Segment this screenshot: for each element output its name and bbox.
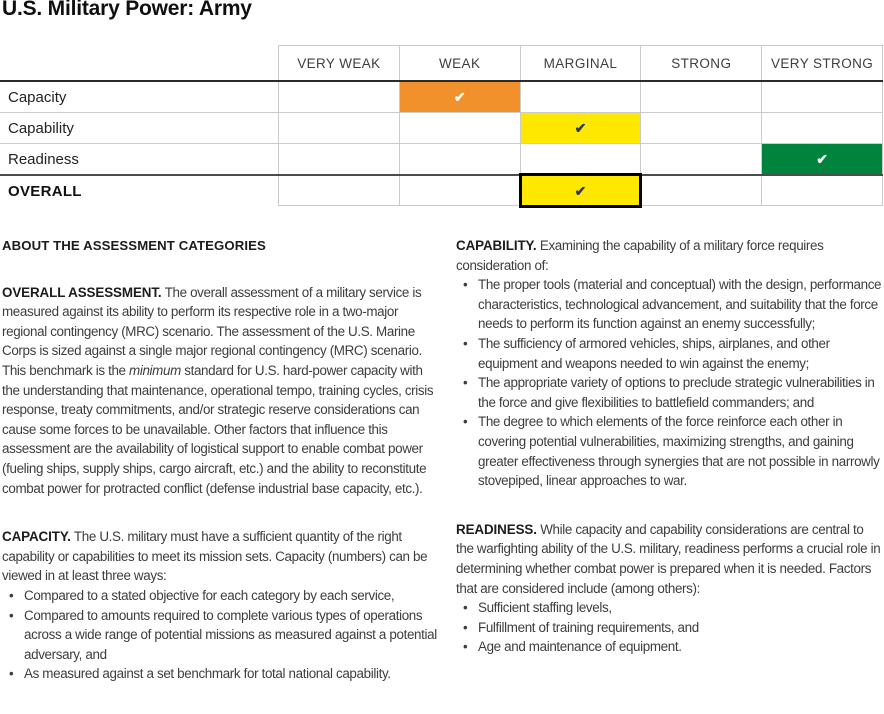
bullet-item <box>456 412 884 490</box>
column-header-weak: WEAK <box>399 45 520 80</box>
bullet-text: The degree to which elements of the force reinforce each other in covering potential vulnerabilities, maximizing strengths, and gaining greater effectiveness through synergies that are not possible in narrowly stovepiped, linear approaches to war. <box>478 414 880 489</box>
bullet-item <box>456 598 884 618</box>
overall-assessment-text-2: standard for U.S. hard-power capacity with the understanding that maintenance, operational tempo, training cycles, crisis response, treaty commitments, and/or strategic reserve considerations can cause some forces to be unavailable. Other factors that influence this assessment are the availability of logistical support to enable combat power (fueling ships, supply ships, cargo aircraft, etc.) and the ability to reconstitute combat power for protracted conflict (defense industrial base capacity, etc.). <box>2 362 434 496</box>
bullet-text: Age and maintenance of equipment. <box>478 639 682 655</box>
section-lead-overall-assessment: OVERALL ASSESSMENT. <box>2 284 162 300</box>
cell-capacity-very-strong <box>761 82 883 112</box>
rating-fill-readiness <box>762 144 882 174</box>
bullet-dot: • <box>9 607 14 623</box>
bullet-item <box>456 637 884 657</box>
cell-capacity-marginal <box>520 82 641 112</box>
section-lead-capacity: CAPACITY. <box>2 529 71 545</box>
bullet-item <box>456 275 884 334</box>
bullet-dot: • <box>463 600 468 616</box>
column-header-strong: STRONG <box>640 45 761 80</box>
cell-overall-weak <box>399 176 520 206</box>
cell-capability-marginal <box>520 113 641 143</box>
bullet-dot: • <box>463 375 468 391</box>
rating-fill-capacity <box>400 82 520 112</box>
table-body <box>0 82 883 206</box>
cell-capability-very-weak <box>278 113 399 143</box>
cell-capability-strong <box>640 113 761 143</box>
cell-readiness-weak <box>399 144 520 174</box>
row-label-overall: OVERALL <box>8 182 82 200</box>
bullet-text: Compared to a stated objective for each category by each service, <box>24 587 395 603</box>
bullet-item <box>456 373 884 412</box>
section-lead-capability: CAPABILITY. <box>456 238 537 253</box>
capacity-paragraph <box>2 527 442 586</box>
cell-capability-weak <box>399 113 520 143</box>
row-label-capability: Capability <box>8 119 74 137</box>
bullet-text: The sufficiency of armored vehicles, ships, airplanes, and other equipment and weapons needed to win against the enemy; <box>478 335 830 371</box>
page-title: U.S. Military Power: Army <box>2 0 252 20</box>
bullet-item <box>456 618 884 638</box>
bullet-dot: • <box>463 414 468 430</box>
bullet-item <box>2 664 442 684</box>
table-row-overall <box>0 176 883 206</box>
check-icon: ✔ <box>816 151 828 167</box>
capability-bullets <box>456 275 884 491</box>
check-icon: ✔ <box>574 120 587 136</box>
column-header-very-strong: VERY STRONG <box>761 45 883 80</box>
bullet-text: The appropriate variety of options to preclude strategic vulnerabilities in the force and give flexibilities to battlefield commanders; and <box>478 375 875 410</box>
cell-overall-very-strong <box>761 176 883 206</box>
cell-overall-very-weak <box>278 176 399 206</box>
capability-text: Examining the capability of a military force requires consideration of: <box>456 238 824 273</box>
row-label-readiness: Readiness <box>8 150 79 168</box>
check-icon: ✔ <box>453 89 466 105</box>
readiness-bullets <box>456 598 884 657</box>
readiness-text: While capacity and capability considerations are central to the warfighting ability of the U.S. military, readiness performs a crucial role in determining whether combat power is prepared when it is needed. Factors that are considered include (among others): <box>456 521 881 596</box>
capacity-text: The U.S. military must have a sufficient quantity of the right capability or capabilities to meet its mission sets. Capacity (numbers) can be viewed in at least three ways: <box>2 529 428 584</box>
bullet-text: The proper tools (material and conceptual) with the design, performance characteristics, technological advancement, and suitability that the force needs to perform its function against an enemy successfully; <box>478 277 882 332</box>
column-header-marginal: MARGINAL <box>520 45 641 80</box>
text-column-left <box>2 236 442 684</box>
cell-readiness-marginal <box>520 144 641 174</box>
bullet-text: As measured against a set benchmark for total national capability. <box>24 666 391 682</box>
column-header-very-weak: VERY WEAK <box>278 45 399 80</box>
cell-readiness-strong <box>640 144 761 174</box>
table-header-spacer <box>0 45 278 80</box>
bullet-dot: • <box>463 277 468 293</box>
bullet-text: Fulfillment of training requirements, and <box>478 619 699 635</box>
table-header-row <box>0 45 883 82</box>
section-lead-readiness: READINESS. <box>456 521 537 537</box>
cell-overall-marginal <box>520 176 641 206</box>
text-column-right <box>456 236 884 657</box>
about-heading: ABOUT THE ASSESSMENT CATEGORIES <box>2 238 266 253</box>
bullet-item <box>2 606 442 665</box>
capacity-bullets <box>2 586 442 684</box>
cell-capacity-weak <box>399 82 520 112</box>
check-icon: ✔ <box>574 182 587 199</box>
overall-assessment-italic: minimum <box>129 362 181 378</box>
bullet-text: Sufficient staffing levels, <box>478 600 612 616</box>
bullet-item <box>456 334 884 373</box>
cell-capacity-strong <box>640 82 761 112</box>
table-row-capacity <box>0 82 883 113</box>
bullet-dot: • <box>9 587 14 603</box>
assessment-table <box>0 45 883 206</box>
capability-paragraph <box>456 236 884 275</box>
bullet-dot: • <box>463 335 468 351</box>
rating-fill-capability <box>521 113 641 143</box>
bullet-dot: • <box>9 666 14 682</box>
overall-assessment-paragraph <box>2 283 442 499</box>
bullet-text: Compared to amounts required to complete various types of operations across a wide range of potential missions as measured against a potential adversary, and <box>24 607 437 662</box>
cell-readiness-very-strong <box>761 144 883 174</box>
readiness-paragraph <box>456 520 884 598</box>
overall-assessment-text-1: The overall assessment of a military service is measured against its ability to perform its respective role in a two-major regional contingency (MRC) scenario. The assessment of the U.S. Marine Corps is sized against a single major regional contingency (MRC) scenario. This benchmark is the <box>2 284 422 378</box>
bullet-item <box>2 586 442 606</box>
table-row-readiness <box>0 144 883 176</box>
row-label-capacity: Capacity <box>8 88 67 106</box>
table-row-capability <box>0 113 883 144</box>
cell-capacity-very-weak <box>278 82 399 112</box>
rating-fill-overall <box>519 173 643 208</box>
cell-readiness-very-weak <box>278 144 399 174</box>
cell-overall-strong <box>640 176 761 206</box>
bullet-dot: • <box>463 639 468 655</box>
bullet-dot: • <box>463 619 468 635</box>
cell-capability-very-strong <box>761 113 883 143</box>
